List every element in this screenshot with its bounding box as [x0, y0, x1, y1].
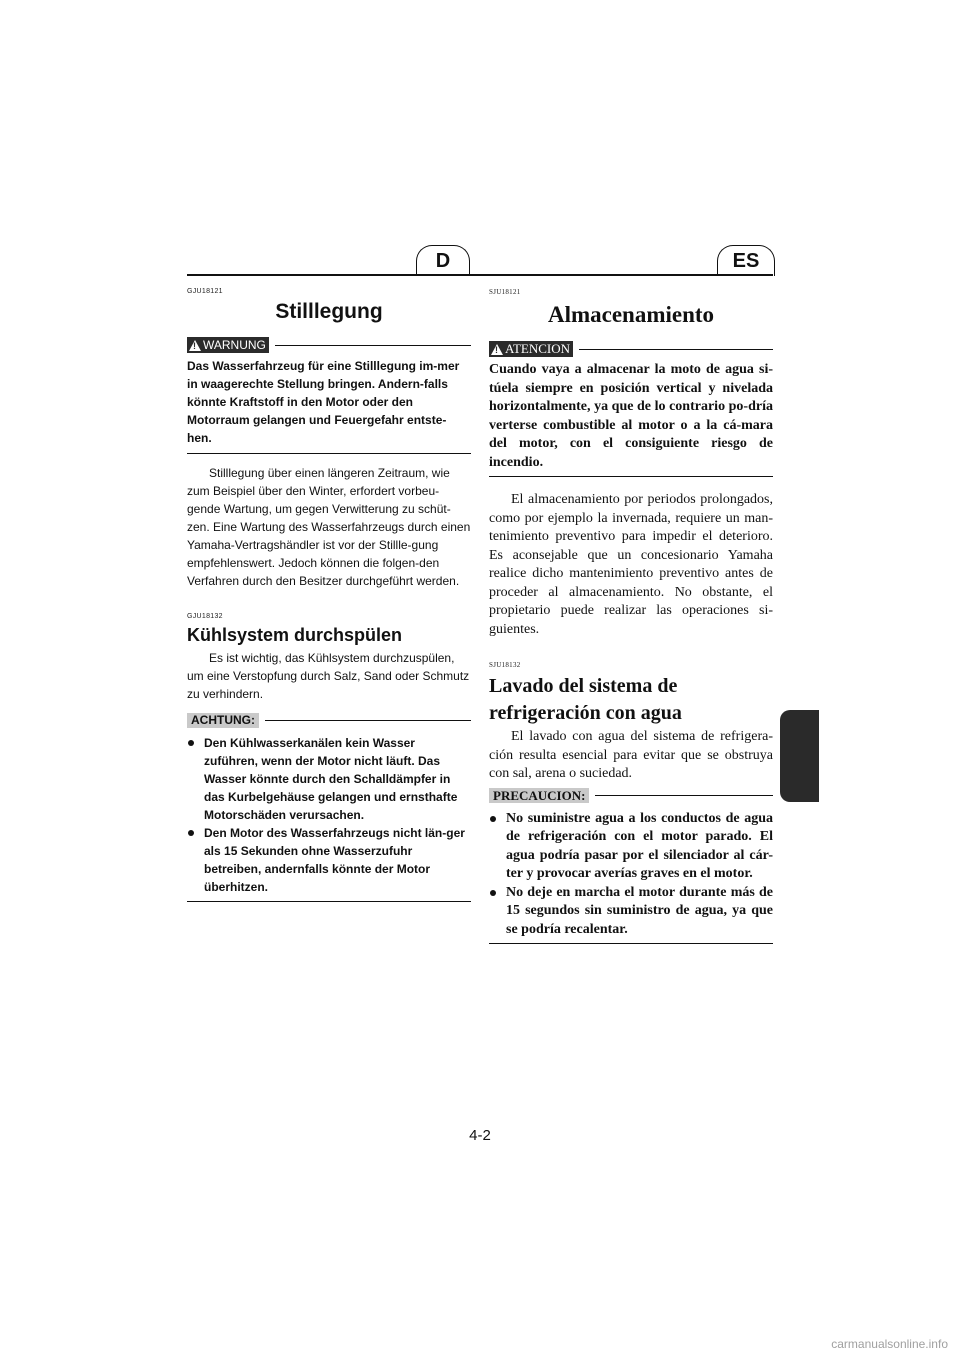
caution-bullet: [187, 824, 471, 896]
caution-badge: ACHTUNG:: [187, 713, 259, 728]
bullet-text: Den Motor des Wasserfahrzeugs nicht län-ger als 15 Sekunden ohne Wasserzufuhr betreiben, andernfalls könnte der Motor überhitzen.: [204, 826, 465, 894]
section-code: GJU18132: [187, 613, 223, 620]
watermark: carmanualsonline.info: [831, 1337, 948, 1351]
warning-end-rule: [489, 476, 773, 477]
warning-header: [187, 337, 471, 353]
header-rule: [187, 274, 773, 276]
caution-end-rule: [187, 901, 471, 902]
warning-end-rule: [187, 453, 471, 454]
caution-rule: [265, 720, 471, 721]
caution-bullet: [489, 810, 773, 884]
section-code: GJU18121: [187, 288, 223, 295]
warning-label: ATENCION: [505, 341, 570, 356]
body-paragraph: Stilllegung über einen längeren Zeitraum, wie zum Beispiel über den Winter, erfordert vorbeu-gende Wartung, um gegen Verwitterung zu schüt-zen. Eine Wartung des Wasserfahrzeugs durch einen Yamaha-Vertragshändler ist vor der Stillle-gung empfehlenswert. Jedoch können die folgen-den Verfahren durch den Besitzer durchgeführt werden.: [187, 466, 471, 588]
section-title: Kühlsystem durchspülen: [187, 625, 403, 645]
warning-triangle-icon: [491, 344, 503, 355]
chapter-side-tab: [780, 710, 819, 802]
warning-text: Cuando vaya a almacenar la moto de agua si-túela siempre en posición vertical y nivelada horizontalmente, ya que de lo contrario po-dría verterse combustible al motor o a la cá-mara del motor, con el consiguiente riesgo de incendio.: [489, 362, 773, 470]
language-tab-es: ES: [717, 245, 775, 276]
caution-badge: PRECAUCION:: [489, 788, 589, 803]
warning-badge: [187, 337, 269, 353]
caution-header: [187, 712, 471, 728]
warning-header: [489, 341, 773, 357]
body-paragraph: El almacenamiento por periodos prolongados, como por ejemplo la invernada, requiere un man-tenimiento preventivo para impedir el deterioro. Es aconsejable que un concesionario Yamaha realice dicho mantenimiento preventivo antes de proceder al almacenamiento. No obstante, el propietario puede realizar las operaciones si-guientes.: [489, 492, 773, 637]
bullet-text: No suministre agua a los conductos de agua de refrigeración con el motor parado. El agua podría pasar por el silenciador al cár-ter y provocar averías graves en el motor.: [506, 810, 773, 881]
caution-rule: [595, 795, 773, 796]
body-paragraph: El lavado con agua del sistema de refrigera-ción resulta esencial para evitar que se obstruya con sal, arena o suciedad.: [489, 729, 773, 781]
section-code: SJU18121: [489, 288, 521, 296]
section-code: SJU18132: [489, 661, 521, 669]
warning-triangle-icon: [189, 340, 201, 351]
warning-badge: [489, 341, 573, 357]
warning-label: WARNUNG: [203, 338, 266, 352]
column-spanish: [489, 288, 773, 944]
bullet-icon: [188, 740, 194, 746]
bullet-text: Den Kühlwasserkanälen kein Wasser zuführen, wenn der Motor nicht läuft. Das Wasser könnte durch den Schalldämpfer in das Kurbelgehäuse gelangen und ernsthafte Motorschäden verursachen.: [204, 736, 458, 822]
column-german: [187, 288, 471, 902]
bullet-icon: [188, 830, 194, 836]
body-paragraph: Es ist wichtig, das Kühlsystem durchzuspülen, um eine Verstopfung durch Salz, Sand oder Schmutz zu verhindern.: [187, 651, 470, 701]
caution-end-rule: [489, 943, 773, 944]
bullet-icon: [490, 816, 496, 822]
warning-rule: [579, 349, 773, 350]
bullet-text: No deje en marcha el motor durante más de 15 segundos sin suministro de agua, ya que se podría recalentar.: [506, 884, 773, 937]
caution-bullet: [489, 884, 773, 940]
page-title: Stilllegung: [275, 300, 383, 323]
caution-bullet: [187, 734, 471, 824]
warning-rule: [275, 345, 471, 346]
page-number: 4-2: [469, 1127, 491, 1144]
warning-text: Das Wasserfahrzeug für eine Stilllegung im-mer in waagerechte Stellung bringen. Andern-falls könnte Kraftstoff in den Motor oder den Motorraum gelangen und Feuergefahr entste-hen.: [187, 359, 460, 445]
caution-header: [489, 788, 773, 804]
bullet-icon: [490, 890, 496, 896]
page-title: Almacenamiento: [547, 302, 715, 327]
language-tab-de: D: [416, 245, 470, 276]
section-title: Lavado del sistema de: [489, 675, 678, 697]
section-title: refrigeración con agua: [489, 702, 682, 724]
